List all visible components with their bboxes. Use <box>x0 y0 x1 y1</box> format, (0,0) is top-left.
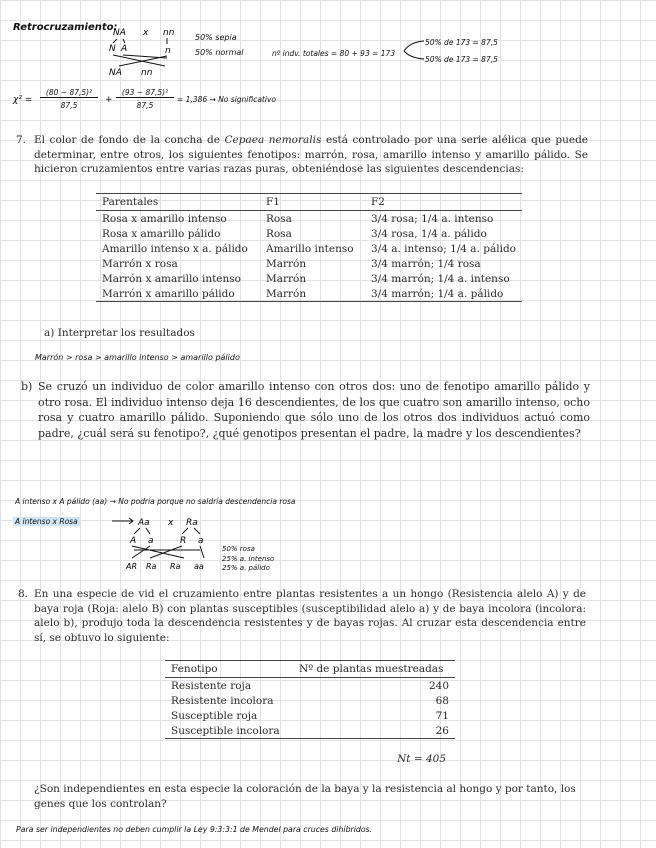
q8-question: ¿Son independientes en esta especie la coloración de la baya y la resistencia al hongo y por tanto, los genes que los controlan? <box>34 783 576 810</box>
retro-gamete-n: N <box>109 44 116 54</box>
q7a-answer: Marrón > rosa > amarillo intenso > amarillo pálido <box>35 353 240 362</box>
q8-total: Nt = 405 <box>397 753 446 765</box>
q8-col-plantas: Nº de plantas muestreadas <box>293 661 455 678</box>
retro-ratio-sepia: 50% sepia <box>195 33 237 42</box>
retro-gamete-n2: n <box>165 46 171 56</box>
q8-table <box>165 660 455 739</box>
cross-parent1: Aa <box>138 518 150 528</box>
retro-gamete-a: A <box>121 44 128 54</box>
retro-parent2: nn <box>163 28 175 38</box>
cross-gamete-R: R <box>180 536 187 546</box>
q8-number: 8. <box>18 588 29 600</box>
cross-parent2: Ra <box>186 518 198 528</box>
q7-text: El color de fondo de la concha de Cepaea nemoralis está controlado por una serie alélica que puede determinar, entre otros, los siguientes fenotipos: marrón, rosa, amarillo intenso y amarillo pálido. Se hicieron cruzamientos entre varias razas puras, obteniéndose las siguientes descendencias: <box>34 134 589 175</box>
q7-col-f1: F1 <box>260 194 365 211</box>
retro-cross-diagram <box>105 22 205 78</box>
ratio-rosa: 50% rosa <box>222 545 255 553</box>
cross-offspring3: Ra <box>170 562 181 571</box>
q7b-text: Se cruzó un individuo de color amarillo intenso con otros dos: uno de fenotipo amarillo pálido y otro rosa. El individuo intenso deja 16 descendientes, de los que cuatro son amarillo intenso, ocho rosa y cuatro amarillo pálido. Suponiendo que sólo uno de los otros dos individuos actuó como padre, ¿cuál será su fenotipo?, ¿qué genotipos presentan el padre, la madre y los descendientes? <box>38 380 590 440</box>
cross-gamete-a2: a <box>198 536 204 546</box>
q7-col-parentales: Parentales <box>96 194 260 211</box>
cross-gamete-a: a <box>148 536 154 546</box>
q7-table <box>96 193 522 302</box>
q7b-ratios <box>222 545 274 574</box>
retro-expected-2: 50% de 173 = 87,5 <box>425 55 498 64</box>
chi-numerator-1: (80 − 87,5)² <box>40 88 98 98</box>
q8-answer: Para ser independientes no deben cumplir la Ley 9:3:3:1 de Mendel para cruces dihíbridos. <box>16 825 373 834</box>
chi-denominator-1: 87,5 <box>60 101 78 110</box>
q7b-label: b) <box>21 380 33 393</box>
table-row: Resistente incolora 68 <box>171 694 449 707</box>
retro-parent1: NA <box>113 28 126 38</box>
retro-ratio-normal: 50% normal <box>195 48 244 57</box>
q7-table-header <box>96 194 522 211</box>
table-row: Marrón x amarillo intenso Marrón 3/4 marrón; 1/4 a. intenso <box>102 272 510 285</box>
table-row: Rosa x amarillo pálido Rosa 3/4 rosa, 1/4 a. pálido <box>102 227 487 240</box>
table-row: Rosa x amarillo intenso Rosa 3/4 rosa; 1/4 a. intenso <box>102 212 494 225</box>
cross-gamete-A: A <box>130 536 137 546</box>
q7-species: Cepaea nemoralis <box>224 134 322 146</box>
q8-table-header <box>165 661 455 678</box>
cross-offspring1: AR <box>126 562 138 571</box>
retro-total-count: nº indv. totales = 80 + 93 = 173 <box>272 49 396 58</box>
table-row: Susceptible incolora 26 <box>165 723 455 739</box>
q8-text: En una especie de vid el cruzamiento entre plantas resistentes a un hongo (Resistencia alelo A) y de baya roja (Roja: alelo B) con plantas susceptibles (susceptibilidad alelo a) y de baya incolora (incolora: alelo b), produjo toda la descendencia resistentes y de bayas rojas. Al cruzar esta descendencia entre sí, se obtuvo lo siguiente: <box>34 588 586 644</box>
cross-offspring4: aa <box>194 562 204 571</box>
q7a-label: a) Interpretar los resultados <box>44 327 195 339</box>
retro-x: x <box>143 28 149 38</box>
ratio-intenso: 25% a. intenso <box>222 554 275 563</box>
q7b-answer-1: A intenso x A pálido (aa) → No podría porque no saldría descendencia rosa <box>15 497 296 506</box>
table-row: Marrón x amarillo pálido Marrón 3/4 marrón; 1/4 a. pálido <box>96 286 522 302</box>
chi-plus: + <box>105 95 113 105</box>
chi-numerator-2: (93 − 87,5)² <box>116 88 174 98</box>
q7b-answer-2: A intenso x Rosa <box>15 517 78 526</box>
cross-offspring2: Ra <box>146 562 157 571</box>
cross-x: x <box>168 518 174 528</box>
table-row: Susceptible roja 71 <box>171 709 449 722</box>
q7-number: 7. <box>16 134 27 146</box>
retro-label: Retrocruzamiento: <box>13 22 118 33</box>
chi-lhs: χ² = <box>13 95 33 105</box>
ratio-palido: 25% a. pálido <box>222 564 270 572</box>
chi-denominator-2: 87,5 <box>136 101 154 110</box>
table-row: Marrón x rosa Marrón 3/4 marrón; 1/4 rosa <box>102 257 481 270</box>
table-row: Resistente roja 240 <box>171 679 449 692</box>
chi-result: = 1,386 → No significativo <box>177 95 276 104</box>
retro-offspring1: NA <box>109 68 122 78</box>
q8-col-fenotipo: Fenotipo <box>165 661 293 678</box>
q7-col-f2: F2 <box>365 194 522 211</box>
table-row: Amarillo intenso x a. pálido Amarillo intenso 3/4 a. intenso; 1/4 a. pálido <box>102 242 516 255</box>
retro-expected-1: 50% de 173 = 87,5 <box>425 38 498 47</box>
retro-offspring2: nn <box>141 68 153 78</box>
